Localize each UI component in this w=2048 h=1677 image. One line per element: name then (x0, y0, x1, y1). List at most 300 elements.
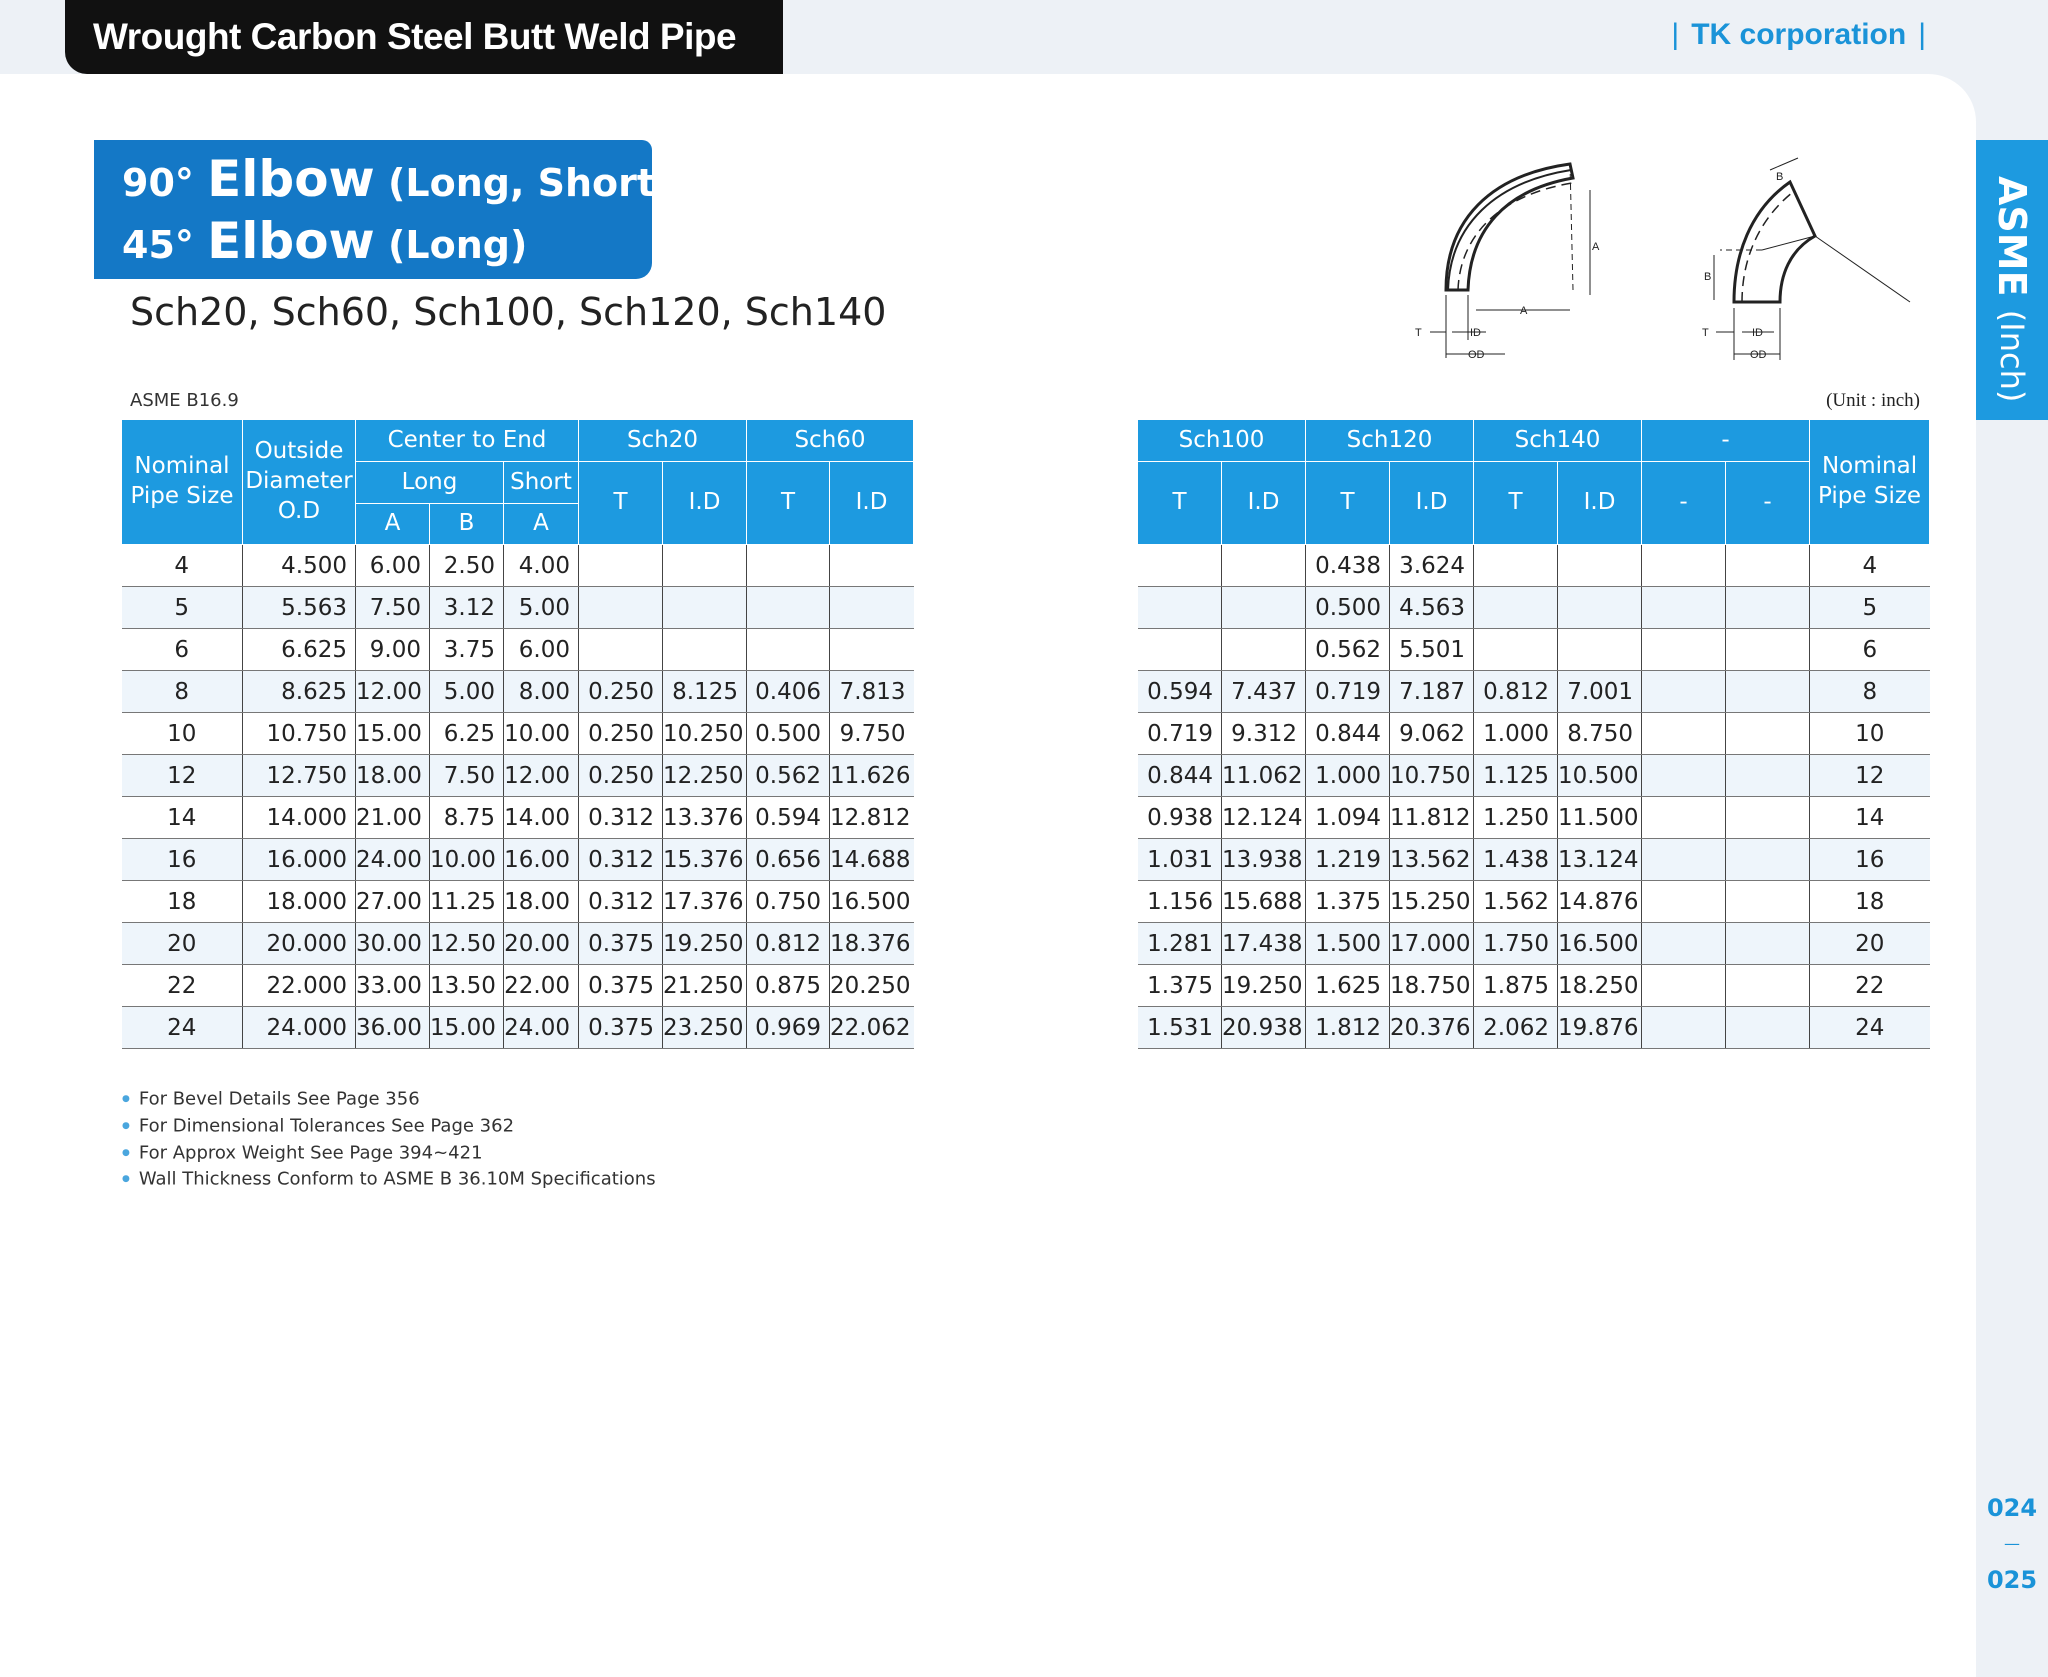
table-cell: 1.875 (1474, 965, 1558, 1007)
page-numbers (1976, 1490, 2048, 1598)
header-sch20-id: I.D (663, 462, 747, 545)
table-cell: 16.00 (504, 839, 579, 881)
unit-label: (Unit : inch) (1826, 390, 1920, 411)
table-row (122, 713, 914, 755)
table-cell (747, 545, 830, 587)
table-cell: 15.00 (356, 713, 430, 755)
table-cell: 0.844 (1306, 713, 1390, 755)
table-cell: 1.625 (1306, 965, 1390, 1007)
table-cell: 20.000 (243, 923, 356, 965)
table-cell: 0.500 (747, 713, 830, 755)
table-cell: 22.00 (504, 965, 579, 1007)
table-cell: 1.156 (1138, 881, 1222, 923)
table-cell (1642, 797, 1726, 839)
table-row (1138, 755, 1930, 797)
table-cell: 22 (1810, 965, 1930, 1007)
note-item: ● For Bevel Details See Page 356 (122, 1086, 656, 1113)
table-row (122, 797, 914, 839)
table-cell: 17.000 (1390, 923, 1474, 965)
table-cell (1642, 587, 1726, 629)
table-cell (1474, 545, 1558, 587)
header-long-b: B (430, 504, 504, 545)
table-cell (1558, 545, 1642, 587)
table-cell: 0.750 (747, 881, 830, 923)
table-cell: 1.000 (1306, 755, 1390, 797)
dim-t: T (1415, 327, 1422, 339)
table-cell: 10 (1810, 713, 1930, 755)
table-cell: 12.250 (663, 755, 747, 797)
table-cell: 1.000 (1474, 713, 1558, 755)
elbow-word-2: Elbow (207, 212, 375, 270)
table-cell: 11.626 (830, 755, 914, 797)
table-cell: 16 (122, 839, 243, 881)
table-cell (1726, 881, 1810, 923)
dim-a-vertical: A (1592, 241, 1600, 253)
table-cell (1642, 755, 1726, 797)
table-cell: 15.250 (1390, 881, 1474, 923)
table-cell: 3.624 (1390, 545, 1474, 587)
table-cell: 0.562 (747, 755, 830, 797)
table-cell: 24 (1810, 1007, 1930, 1049)
table-cell: 19.250 (1222, 965, 1306, 1007)
table-cell: 12.124 (1222, 797, 1306, 839)
table-cell (1642, 1007, 1726, 1049)
table-cell: 24.00 (504, 1007, 579, 1049)
table-row (122, 671, 914, 713)
table-left-body (122, 545, 914, 1049)
table-cell: 0.500 (1306, 587, 1390, 629)
table-row (1138, 881, 1930, 923)
table-cell (1222, 629, 1306, 671)
table-cell: 19.250 (663, 923, 747, 965)
page-number-left: 024 (1986, 1494, 2038, 1522)
header-title: Wrought Carbon Steel Butt Weld Pipe Fittings (65, 0, 783, 74)
header-blank-group: - (1642, 420, 1810, 462)
table-cell: 4.00 (504, 545, 579, 587)
header-sch120-id: I.D (1390, 462, 1474, 545)
table-cell: 9.00 (356, 629, 430, 671)
table-cell: 0.812 (747, 923, 830, 965)
table-cell (1138, 545, 1222, 587)
table-cell: 14 (1810, 797, 1930, 839)
table-cell: 18.376 (830, 923, 914, 965)
table-cell: 17.376 (663, 881, 747, 923)
table-cell: 2.50 (430, 545, 504, 587)
table-cell: 22 (122, 965, 243, 1007)
schedule-list: Sch20, Sch60, Sch100, Sch120, Sch140 (130, 290, 887, 334)
elbow-word-1: Elbow (207, 150, 375, 208)
table-cell: 0.312 (579, 881, 663, 923)
header-sch60: Sch60 (747, 420, 914, 462)
table-cell: 16.000 (243, 839, 356, 881)
table-cell (1726, 755, 1810, 797)
elbow-45-diagram (1690, 150, 1920, 370)
table-cell: 13.938 (1222, 839, 1306, 881)
table-cell: 8.125 (663, 671, 747, 713)
table-cell: 12.812 (830, 797, 914, 839)
table-cell: 1.438 (1474, 839, 1558, 881)
table-cell: 14 (122, 797, 243, 839)
type-long-short: (Long, Short) (388, 161, 673, 205)
table-cell: 1.375 (1138, 965, 1222, 1007)
table-cell: 7.813 (830, 671, 914, 713)
table-cell (1558, 587, 1642, 629)
table-cell: 22.000 (243, 965, 356, 1007)
table-cell: 21.00 (356, 797, 430, 839)
dim-b-vertical: B (1704, 271, 1712, 283)
table-cell (1642, 545, 1726, 587)
table-cell: 18.00 (504, 881, 579, 923)
table-cell: 0.719 (1306, 671, 1390, 713)
note-item: ● For Dimensional Tolerances See Page 362 (122, 1113, 656, 1140)
table-cell: 0.406 (747, 671, 830, 713)
table-cell: 27.00 (356, 881, 430, 923)
table-cell: 4 (122, 545, 243, 587)
table-cell: 14.00 (504, 797, 579, 839)
header-sch100-t: T (1138, 462, 1222, 545)
header-short: Short (504, 462, 579, 504)
table-cell: 19.876 (1558, 1007, 1642, 1049)
table-cell (830, 587, 914, 629)
table-cell: 7.187 (1390, 671, 1474, 713)
table-cell: 30.00 (356, 923, 430, 965)
table-cell (579, 587, 663, 629)
table-cell: 8 (122, 671, 243, 713)
dim-id-45: ID (1752, 327, 1763, 339)
angle-45: 45° (122, 223, 194, 267)
table-cell: 6 (1810, 629, 1930, 671)
table-row (122, 881, 914, 923)
table-cell: 0.938 (1138, 797, 1222, 839)
table-cell: 0.312 (579, 839, 663, 881)
table-cell: 20.938 (1222, 1007, 1306, 1049)
table-row (1138, 545, 1930, 587)
table-cell: 1.281 (1138, 923, 1222, 965)
table-cell: 23.250 (663, 1007, 747, 1049)
table-cell: 6 (122, 629, 243, 671)
table-row (1138, 923, 1930, 965)
table-cell (1642, 965, 1726, 1007)
table-cell: 0.844 (1138, 755, 1222, 797)
table-cell: 11.062 (1222, 755, 1306, 797)
table-cell: 6.625 (243, 629, 356, 671)
table-cell: 15.00 (430, 1007, 504, 1049)
table-cell: 1.125 (1474, 755, 1558, 797)
table-cell: 11.25 (430, 881, 504, 923)
table-cell: 8.625 (243, 671, 356, 713)
header-blank-2: - (1726, 462, 1810, 545)
page-number-sep: — (2004, 1534, 2020, 1553)
table-cell: 24.00 (356, 839, 430, 881)
table-cell: 10.750 (1390, 755, 1474, 797)
table-cell (1642, 713, 1726, 755)
table-cell: 0.719 (1138, 713, 1222, 755)
table-cell: 0.875 (747, 965, 830, 1007)
table-cell: 5 (1810, 587, 1930, 629)
table-cell (1642, 839, 1726, 881)
table-cell: 5 (122, 587, 243, 629)
title-line-45 (122, 212, 652, 274)
table-cell: 6.25 (430, 713, 504, 755)
table-cell: 1.500 (1306, 923, 1390, 965)
table-cell: 21.250 (663, 965, 747, 1007)
table-cell (1726, 797, 1810, 839)
table-cell: 6.00 (356, 545, 430, 587)
table-cell: 1.531 (1138, 1007, 1222, 1049)
table-row (1138, 629, 1930, 671)
side-tab-main: ASME (1990, 176, 2034, 297)
table-cell (1726, 671, 1810, 713)
dim-a-horizontal: A (1520, 305, 1528, 317)
table-right (1137, 419, 1930, 1049)
table-row (122, 545, 914, 587)
table-cell: 0.312 (579, 797, 663, 839)
table-cell: 0.375 (579, 923, 663, 965)
header-sch120: Sch120 (1306, 420, 1474, 462)
table-cell: 12 (1810, 755, 1930, 797)
table-cell: 10 (122, 713, 243, 755)
table-cell: 18.000 (243, 881, 356, 923)
brand-label (1659, 18, 1938, 52)
title-line-90 (122, 150, 673, 212)
table-row (122, 839, 914, 881)
elbow-90-diagram (1400, 150, 1630, 370)
table-row (1138, 713, 1930, 755)
table-cell: 7.50 (430, 755, 504, 797)
table-cell: 12.50 (430, 923, 504, 965)
header-long-a: A (356, 504, 430, 545)
table-cell: 0.562 (1306, 629, 1390, 671)
table-cell: 12 (122, 755, 243, 797)
brand-divider-right: | (1918, 18, 1926, 51)
header-sch100-id: I.D (1222, 462, 1306, 545)
header-sch20-t: T (579, 462, 663, 545)
table-cell: 33.00 (356, 965, 430, 1007)
side-tab-asme[interactable] (1976, 140, 2048, 420)
table-cell (1138, 587, 1222, 629)
table-row (122, 923, 914, 965)
table-row (122, 587, 914, 629)
table-cell: 12.750 (243, 755, 356, 797)
table-cell: 5.00 (504, 587, 579, 629)
table-row (1138, 671, 1930, 713)
table-right-body (1138, 545, 1930, 1049)
standard-label: ASME B16.9 (130, 390, 239, 411)
table-left (121, 419, 914, 1049)
table-cell: 0.438 (1306, 545, 1390, 587)
table-cell: 9.312 (1222, 713, 1306, 755)
header-sch140-t: T (1474, 462, 1558, 545)
table-cell (1474, 629, 1558, 671)
table-cell: 12.00 (356, 671, 430, 713)
brand-divider-left: | (1671, 18, 1680, 51)
table-row (122, 1007, 914, 1049)
header-blank-1: - (1642, 462, 1726, 545)
table-cell (1726, 923, 1810, 965)
table-cell: 20.00 (504, 923, 579, 965)
table-cell (1726, 545, 1810, 587)
table-cell (1642, 671, 1726, 713)
table-cell: 15.376 (663, 839, 747, 881)
table-cell: 0.969 (747, 1007, 830, 1049)
table-cell: 7.50 (356, 587, 430, 629)
table-cell (1138, 629, 1222, 671)
table-cell: 16.500 (830, 881, 914, 923)
table-cell: 11.500 (1558, 797, 1642, 839)
table-cell: 10.00 (504, 713, 579, 755)
table-cell (1222, 545, 1306, 587)
table-cell: 7.437 (1222, 671, 1306, 713)
table-cell (579, 545, 663, 587)
table-cell (1726, 839, 1810, 881)
header-sch20: Sch20 (579, 420, 747, 462)
header-nominal-pipe-size: Nominal Pipe Size (122, 420, 243, 545)
table-cell (747, 629, 830, 671)
table-cell: 20.250 (830, 965, 914, 1007)
table-cell: 10.00 (430, 839, 504, 881)
header-center-to-end: Center to End (356, 420, 579, 462)
dim-od-45: OD (1750, 349, 1767, 361)
table-cell: 5.00 (430, 671, 504, 713)
table-cell: 16 (1810, 839, 1930, 881)
table-cell: 0.594 (1138, 671, 1222, 713)
dim-t-45: T (1702, 327, 1709, 339)
table-cell (1726, 713, 1810, 755)
table-row (122, 629, 914, 671)
table-cell: 11.812 (1390, 797, 1474, 839)
table-cell: 9.062 (1390, 713, 1474, 755)
table-cell (1222, 587, 1306, 629)
table-cell: 1.812 (1306, 1007, 1390, 1049)
table-row (1138, 965, 1930, 1007)
header-sch120-t: T (1306, 462, 1390, 545)
header-nominal-pipe-size-right: Nominal Pipe Size (1810, 420, 1930, 545)
header-long: Long (356, 462, 504, 504)
table-cell: 2.062 (1474, 1007, 1558, 1049)
table-row (1138, 587, 1930, 629)
table-cell: 8.00 (504, 671, 579, 713)
table-cell: 8 (1810, 671, 1930, 713)
table-cell: 1.031 (1138, 839, 1222, 881)
brand-name: TK corporation (1691, 18, 1907, 51)
header-sch60-t: T (747, 462, 830, 545)
table-cell: 24 (122, 1007, 243, 1049)
note-item: ● Wall Thickness Conform to ASME B 36.10M Specifications (122, 1166, 656, 1193)
side-tab-sub: (Inch) (1993, 309, 2031, 403)
table-row (1138, 797, 1930, 839)
table-cell: 4.500 (243, 545, 356, 587)
table-cell: 18 (122, 881, 243, 923)
table-cell: 16.500 (1558, 923, 1642, 965)
header-sch100: Sch100 (1138, 420, 1306, 462)
product-title-box (94, 140, 673, 279)
table-cell (747, 587, 830, 629)
table-cell: 14.688 (830, 839, 914, 881)
header-outside-diameter: Outside Diameter O.D (243, 420, 356, 545)
table-cell: 1.750 (1474, 923, 1558, 965)
table-cell (1474, 587, 1558, 629)
table-cell (1726, 1007, 1810, 1049)
header-sch60-id: I.D (830, 462, 914, 545)
note-item: ● For Approx Weight See Page 394~421 (122, 1140, 656, 1167)
dim-b-diagonal: B (1776, 171, 1784, 183)
table-cell: 1.219 (1306, 839, 1390, 881)
table-cell: 20 (1810, 923, 1930, 965)
table-cell: 0.250 (579, 671, 663, 713)
table-cell (663, 629, 747, 671)
table-cell (1642, 629, 1726, 671)
table-cell: 8.75 (430, 797, 504, 839)
table-cell: 15.688 (1222, 881, 1306, 923)
table-cell: 14.876 (1558, 881, 1642, 923)
table-cell (1558, 629, 1642, 671)
table-cell: 5.563 (243, 587, 356, 629)
table-cell (579, 629, 663, 671)
table-cell: 1.562 (1474, 881, 1558, 923)
table-cell: 10.500 (1558, 755, 1642, 797)
table-row (1138, 1007, 1930, 1049)
table-cell: 12.00 (504, 755, 579, 797)
table-cell: 1.094 (1306, 797, 1390, 839)
table-cell: 13.562 (1390, 839, 1474, 881)
header-short-a: A (504, 504, 579, 545)
table-cell: 9.750 (830, 713, 914, 755)
table-cell: 1.375 (1306, 881, 1390, 923)
table-cell: 20 (122, 923, 243, 965)
table-cell: 18.250 (1558, 965, 1642, 1007)
header-sch140: Sch140 (1474, 420, 1642, 462)
table-cell: 5.501 (1390, 629, 1474, 671)
table-cell: 13.376 (663, 797, 747, 839)
table-cell: 13.124 (1558, 839, 1642, 881)
table-cell: 4.563 (1390, 587, 1474, 629)
table-cell (1642, 923, 1726, 965)
table-cell (830, 629, 914, 671)
table-cell: 24.000 (243, 1007, 356, 1049)
table-row (1138, 839, 1930, 881)
table-cell: 0.250 (579, 755, 663, 797)
table-cell: 0.812 (1474, 671, 1558, 713)
type-long: (Long) (388, 223, 528, 267)
table-cell: 3.12 (430, 587, 504, 629)
table-cell (663, 587, 747, 629)
header-sch140-id: I.D (1558, 462, 1642, 545)
table-cell (1642, 881, 1726, 923)
table-cell: 0.594 (747, 797, 830, 839)
dim-od: OD (1468, 349, 1485, 361)
table-cell: 22.062 (830, 1007, 914, 1049)
table-cell: 1.250 (1474, 797, 1558, 839)
table-cell: 18.00 (356, 755, 430, 797)
table-cell: 0.375 (579, 1007, 663, 1049)
table-row (122, 965, 914, 1007)
table-cell: 17.438 (1222, 923, 1306, 965)
side-tab-label (1990, 176, 2034, 402)
table-cell: 0.656 (747, 839, 830, 881)
table-cell: 14.000 (243, 797, 356, 839)
table-cell: 13.50 (430, 965, 504, 1007)
notes-list (122, 1086, 656, 1193)
dim-id: ID (1470, 327, 1481, 339)
table-cell (1726, 587, 1810, 629)
table-cell: 6.00 (504, 629, 579, 671)
table-cell (663, 545, 747, 587)
table-cell: 0.250 (579, 713, 663, 755)
table-cell: 4 (1810, 545, 1930, 587)
table-cell: 18.750 (1390, 965, 1474, 1007)
table-cell: 10.250 (663, 713, 747, 755)
table-cell: 20.376 (1390, 1007, 1474, 1049)
